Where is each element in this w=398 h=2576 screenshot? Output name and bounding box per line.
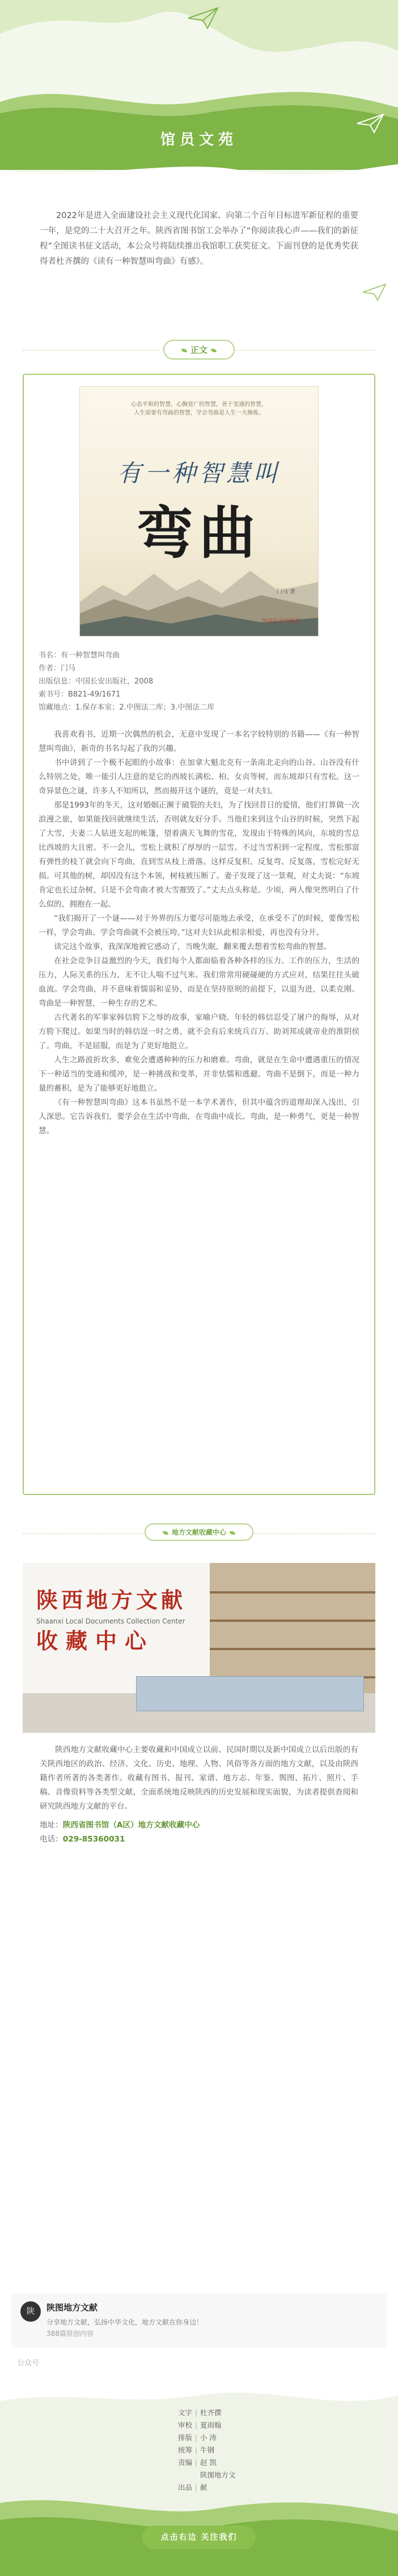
- book-cover-image[interactable]: [79, 386, 319, 636]
- phone-row: [40, 1832, 358, 1847]
- shelf-line: [210, 1648, 375, 1650]
- paper-plane-icon: [187, 7, 219, 29]
- article-paragraph: “我们揭开了一个谜——对于外界的压力要尽可能地去承受，在承受不了的时候，要像雪松一样，学会弯曲。学会弯曲就不会被压垮。”这对夫妇从此相亲相爱，再也没有分开。: [39, 914, 359, 937]
- avatar: 陕: [20, 2301, 41, 2322]
- collection-paragraph: 陕西地方文献收藏中心主要收藏和中国成立以前、民国时期以及新中国成立以后出版的有关陕西地区的政治、经济、文化、历史、地理、人物、风俗等各方面的地方文献，以及由陕西籍作者所著的各类著作。收藏有图书、报刊、家谱、地方志、年鉴、舆图、拓片、照片、手稿、音像资料等各类型文献，全面系统地反映陕西的历史发展和现实面貌，为读者提供查阅和研究陕西地方文献的平台。: [40, 1745, 358, 1811]
- credit-row: 责编 | 赵 凯: [0, 2457, 398, 2469]
- leaf-icon: [211, 349, 217, 352]
- account-card[interactable]: [11, 2293, 387, 2348]
- account-name: 陕图地方文献: [46, 2302, 98, 2313]
- collection-center-photo[interactable]: [23, 1563, 375, 1733]
- article-paragraph: 书中讲到了一个极不起眼的小故事：在加拿大魁北克有一条南北走向的山谷。山谷没有什么特别之处，唯一能引人注意的是它的西坡长满松、柏、女贞等树，而东坡却只有雪松。这一奇异景色之谜，许多人不知所以，然而揭开这个谜的，竟是一对夫妇。: [39, 758, 359, 796]
- credit-role: 文字: [177, 2408, 192, 2417]
- cover-big-title: 弯曲: [137, 499, 261, 566]
- book-meta: [39, 649, 359, 714]
- credit-person: 小 涛: [200, 2433, 217, 2442]
- credit-role: 统筹: [177, 2446, 192, 2454]
- credit-person: 陕图地方文献: [200, 2471, 236, 2492]
- credit-role: 出品: [177, 2483, 192, 2492]
- leaf-icon: [181, 349, 187, 352]
- credit-row: 统筹 | 牛钢: [0, 2444, 398, 2457]
- sign-cn-line2: 收藏中心: [36, 1629, 155, 1654]
- section-pill: [163, 340, 235, 360]
- address-label: 地址：: [40, 1821, 63, 1830]
- article-paragraph: 读完这个故事，我深深地被它感动了，当晚失眠，翻来覆去想着雪松弯曲的智慧。: [54, 942, 332, 951]
- section-pill-label: 地方文献收藏中心: [171, 1528, 227, 1536]
- section-pill-label: 正文: [190, 345, 208, 355]
- account-desc: 分享地方文献，弘扬中华文化，地方文献在你身边！: [46, 2318, 204, 2326]
- cover-blurb-line: 人生需要有弯曲的智慧，学会弯曲是人生一大修炼。: [134, 410, 264, 416]
- follow-button[interactable]: 点击右边 关注我们: [142, 2526, 256, 2549]
- shelf-line: [210, 1620, 375, 1622]
- sign-cn-line1: 陕西地方文献: [36, 1588, 187, 1613]
- article-paragraph: 人生之路波折坎多，难免会遭遇种种的压力和磨难。弯曲，就是在生命中遭遇重压的情况下一种适当的变通和缓冲，是一种挑战和变革，并非怯懦和逃避。弯曲不是倒下，而是一种力量的蓄积，是为了能够更好地挺立。: [39, 1056, 359, 1093]
- meta-title: 书名：有一种智慧叫弯曲: [39, 651, 120, 660]
- article-paragraph: 古代著名的军事家韩信胯下之辱的故事，家喻户晓。年轻的韩信忍受了屠户的侮辱，从对方胯下爬过。如果当时的韩信逞一时之勇，就不会有后来统兵百万、助刘邦成就帝业的淮阴侯了。弯曲，不是屈服，而是为了更好地挺立。: [39, 1013, 359, 1050]
- credit-row: 文字 | 杜齐撰: [0, 2407, 398, 2419]
- contact-info: [40, 1818, 358, 1847]
- phone-value[interactable]: 029-85360031: [62, 1835, 125, 1844]
- credit-person: 杜齐撰: [200, 2408, 222, 2417]
- photo-bookshelves: [210, 1563, 375, 1693]
- meta-location: 馆藏地点：1.保存本室；2.中图法二库；3.中图法二库: [39, 703, 215, 712]
- intro-text: 2022年是进入全面建设社会主义现代化国家、向第二个百年目标进军新征程的重要一年，是党的二十大召开之年。陕西省图书馆工会举办了“你阅读我心声——我们的新征程”全图读书征文活动，本公众号将陆续推出我馆职工获奖征文。下面刊登的是优秀奖获得者杜齐撰的《读有一种智慧叫弯曲》有感》。: [40, 211, 358, 266]
- credit-person: 赵 凯: [200, 2458, 217, 2467]
- article-paragraph: 《有一种智慧叫弯曲》这本书虽然不是一本学术著作，但其中蕴含的道理却深入浅出，引人深思。它告诉我们，要学会在生活中弯曲，在弯曲中成长。弯曲，是一种勇气，更是一种智慧。: [39, 1098, 359, 1135]
- cover-blurb-line: 心态平和的智慧，心胸宽广的智慧，善于变通的智慧，: [131, 401, 267, 408]
- section-header-collection: [0, 1518, 398, 1549]
- cover-blurb: [80, 400, 318, 417]
- cover-publisher: 中国长安出版社: [261, 618, 301, 625]
- cover-sub-title: 有一种智慧叫: [117, 459, 281, 487]
- article-card: [23, 374, 375, 1495]
- intro-section: [0, 193, 398, 334]
- credit-row: 出品 |陕图地方文献: [0, 2469, 398, 2494]
- cover-author: 门马 著: [276, 589, 295, 595]
- address-row: [40, 1818, 358, 1832]
- leaf-icon: [163, 1531, 168, 1535]
- shelf-line: [210, 1591, 375, 1594]
- meta-author: 作者：门马: [39, 664, 76, 673]
- credit-row: 审校 | 夏雨翰: [0, 2419, 398, 2432]
- section-header-main: [0, 334, 398, 366]
- collection-description: [40, 1743, 358, 1814]
- credit-role: 责编: [177, 2458, 192, 2467]
- leaf-icon: [230, 1531, 235, 1535]
- account-type-label: 公众号: [17, 2359, 40, 2368]
- address-value: 陕西省图书馆（A区）地方文献收藏中心: [62, 1821, 200, 1830]
- meta-call-number: 索书号：B821-49/1671: [39, 690, 121, 699]
- credit-role: 审校: [177, 2421, 192, 2429]
- account-post-count: 388篇原创内容: [46, 2330, 94, 2338]
- article-body: [39, 728, 359, 1138]
- paper-plane-icon: [362, 283, 387, 301]
- section-pill: [145, 1523, 253, 1541]
- phone-label: 电话：: [40, 1835, 63, 1844]
- photo-display-case: [136, 1676, 364, 1711]
- footer: [0, 2378, 398, 2576]
- sign-en: Shaanxi Local Documents Collection Center: [36, 1617, 185, 1625]
- credit-row: 排版 | 小 涛: [0, 2432, 398, 2444]
- credit-person: 夏雨翰: [200, 2421, 222, 2429]
- page-title: 馆员文苑: [160, 131, 238, 148]
- article-paragraph: 在社会竞争日益激烈的今天，我们每个人都面临着各种各样的压力。工作的压力，生活的压力，人际关系的压力，无不让人喘不过气来。我们常常用硬碰硬的方式应对，结果往往头破血流。学会弯曲，并不意味着懦弱和妥协，而是在坚持原则的前提下，以退为进，以柔克刚。弯曲是一种智慧，一种生存的艺术。: [39, 956, 359, 1008]
- credits: [0, 2407, 398, 2494]
- header-banner: [0, 0, 398, 193]
- article-paragraph: 我喜欢看书，近期一次偶然的机会，无意中发现了一本名字较特别的书籍——《有一种智慧叫弯曲》，新奇的书名勾起了我的兴趣。: [39, 730, 359, 753]
- credit-role: 排版: [177, 2433, 192, 2442]
- meta-publisher: 出版信息：中国长安出版社，2008: [39, 677, 154, 686]
- article-paragraph: 那是1993年的冬天，这对婚姻正濒于破裂的夫妇，为了找回昔日的爱情，他们打算做一次浪漫之旅，如果能找回就继续生活，否则就友好分手。当他们来到这个山谷的时候，突然下起了大雪，夫妻二人钻进支起的帐篷，望着满天飞舞的雪花，发现由于特殊的风向，东坡的雪总比西坡的大且密。不一会儿，雪松上就积了厚厚的一层雪。不过当雪积到一定程度，雪松那富有弹性的枝丫就会向下弯曲，直到雪从枝上滑落。这样反复积、反复弯、反复落，雪松完好无损。可其他的树，却因没有这个本领，树枝被压断了。妻子发现了这一景观，对丈夫说：“东坡肯定也长过杂树，只是不会弯曲才被大雪摧毁了。”丈夫点头称是。少顷，两人像突然明白了什么似的，拥抱在一起。: [39, 801, 359, 909]
- credit-person: 牛钢: [200, 2446, 215, 2454]
